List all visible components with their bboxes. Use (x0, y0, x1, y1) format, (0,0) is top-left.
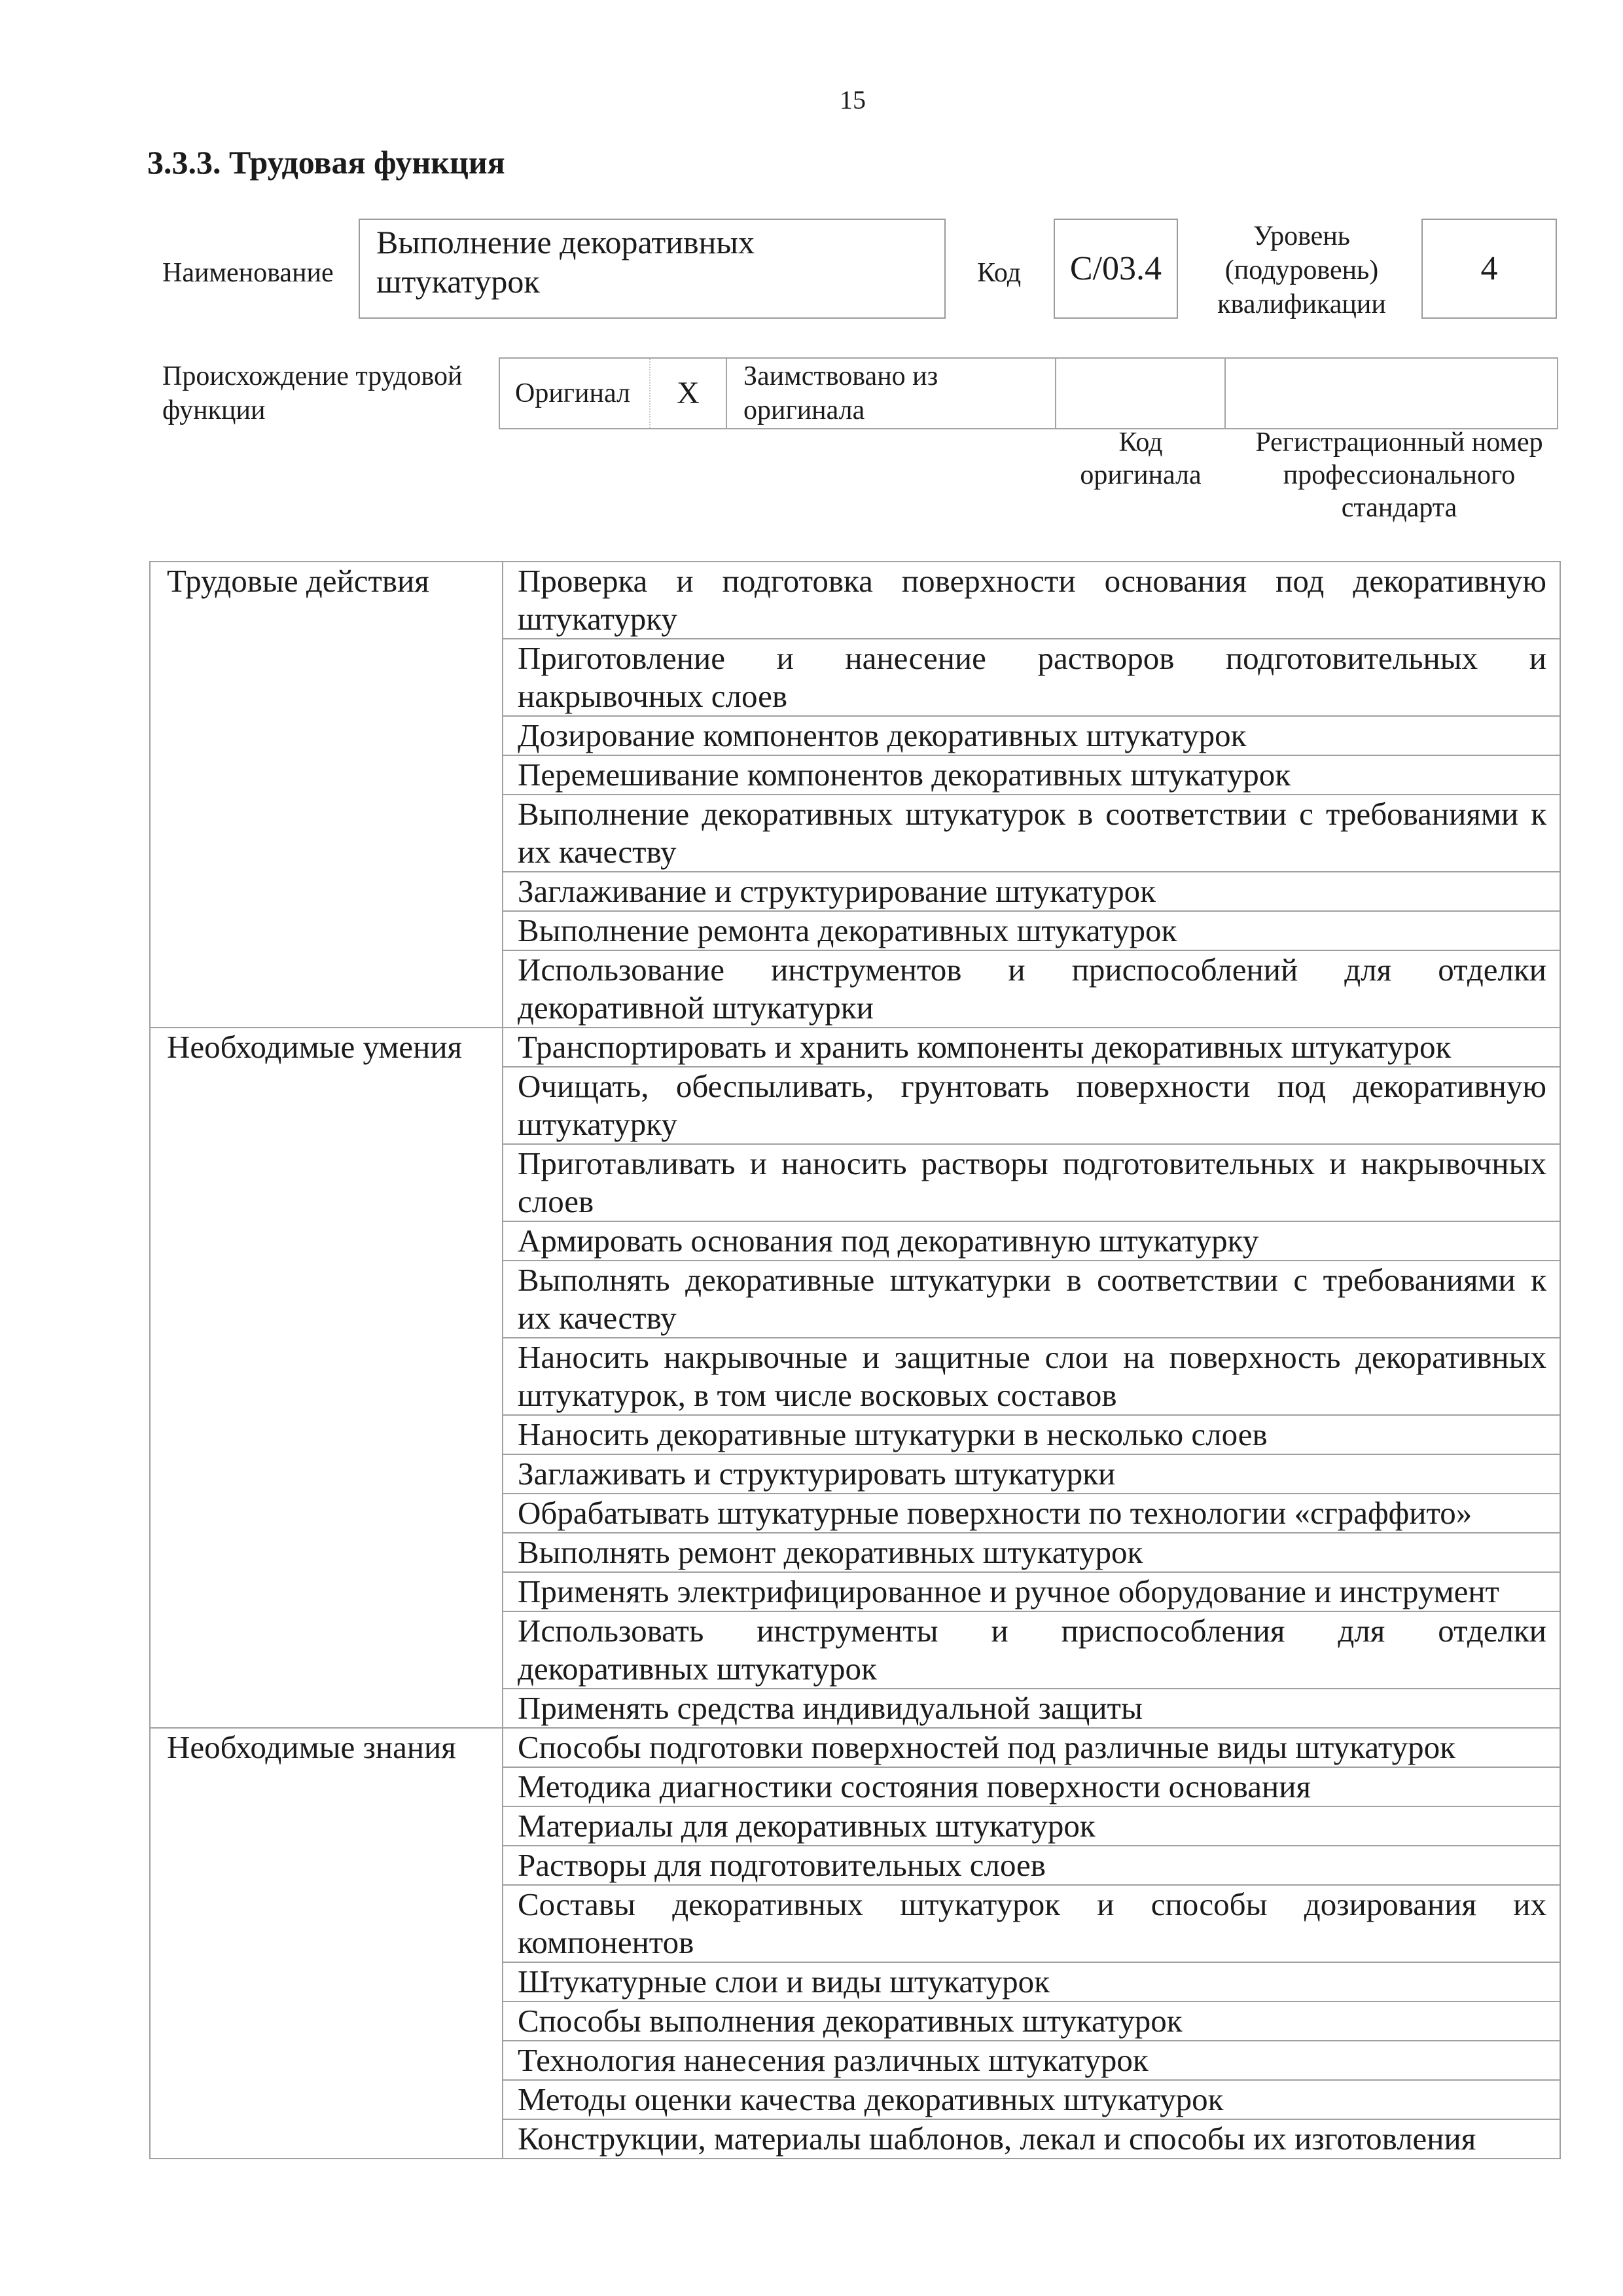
original-label: Оригинал (515, 378, 630, 408)
item-cell (503, 755, 1560, 795)
item-line: Заглаживание и структурирование штукатурок (518, 873, 1156, 909)
item-cell (503, 1767, 1560, 1806)
item-line: Наносить накрывочные и защитные слои на поверхность декоративных (518, 1339, 1546, 1375)
item-cell (503, 2119, 1560, 2159)
item-cell (503, 1261, 1560, 1338)
group-label: Необходимые умения (150, 1028, 503, 1728)
registration-number-caption: Регистрационный номер профессионального стандарта (1255, 427, 1543, 523)
item-cell (503, 1533, 1560, 1572)
origin-row (499, 358, 1558, 429)
item-cell (503, 639, 1560, 716)
item-line: Способы выполнения декоративных штукатурок (518, 2003, 1183, 2039)
item-cell (503, 795, 1560, 872)
item-line: Использовать инструменты и приспособления для отделки (518, 1613, 1546, 1649)
item-line: Методика диагностики состояния поверхности основания (518, 1768, 1311, 1804)
item-line: компонентов (518, 1924, 694, 1960)
item-cell (503, 1806, 1560, 1846)
item-cell (503, 2001, 1560, 2041)
item-line: Методы оценки качества декоративных штукатурок (518, 2081, 1224, 2117)
item-cell (503, 1728, 1560, 1767)
item-line: Применять электрифицированное и ручное оборудование и инструмент (518, 1573, 1499, 1609)
function-name-field (359, 219, 946, 319)
item-line: штукатурку (518, 1106, 677, 1142)
qualification-level: 4 (1480, 250, 1498, 287)
origin-table (499, 357, 1558, 429)
item-cell (503, 1962, 1560, 2001)
item-line: их качеству (518, 1300, 677, 1336)
item-cell (503, 562, 1560, 639)
function-characteristics-table (149, 561, 1561, 2159)
item-cell (503, 1885, 1560, 1962)
name-label: Наименование (162, 258, 334, 288)
table-row (150, 562, 1560, 639)
original-code-caption: Код оригинала (1080, 427, 1202, 490)
item-cell (503, 2080, 1560, 2119)
item-cell (503, 1572, 1560, 1611)
table-row (150, 1728, 1560, 1767)
item-cell (503, 2041, 1560, 2080)
original-mark-cell (650, 358, 726, 429)
item-line: Выполнять ремонт декоративных штукатурок (518, 1534, 1143, 1570)
registration-number-field (1225, 358, 1558, 429)
item-line: Приготовление и нанесение растворов подготовительных и (518, 640, 1546, 676)
item-cell (503, 1846, 1560, 1885)
item-line: Наносить декоративные штукатурки в несколько слоев (518, 1416, 1268, 1452)
group-label: Трудовые действия (150, 562, 503, 1028)
qualification-level-field (1421, 219, 1557, 319)
item-line: штукатурку (518, 601, 677, 637)
item-line: Применять средства индивидуальной защиты (518, 1690, 1143, 1726)
item-cell (503, 716, 1560, 755)
item-line: декоративных штукатурок (518, 1651, 877, 1687)
item-line: накрывочных слоев (518, 678, 787, 714)
function-code: C/03.4 (1069, 250, 1162, 287)
item-cell (503, 1338, 1560, 1415)
item-line: Армировать основания под декоративную штукатурку (518, 1223, 1259, 1259)
item-cell (503, 1454, 1560, 1494)
original-cell (499, 358, 650, 429)
qualification-level-label: Уровень (подуровень) квалификации (1217, 221, 1386, 319)
borrowed-cell (726, 358, 1056, 429)
item-line: Материалы для декоративных штукатурок (518, 1808, 1096, 1844)
item-cell (503, 1415, 1560, 1454)
item-cell (503, 1689, 1560, 1728)
item-line: Приготавливать и наносить растворы подготовительных и накрывочных (518, 1145, 1546, 1181)
group-label: Необходимые знания (150, 1728, 503, 2159)
item-line: Технология нанесения различных штукатурок (518, 2042, 1149, 2078)
item-line: их качеству (518, 834, 677, 870)
item-line: Выполнение ремонта декоративных штукатурок (518, 912, 1177, 948)
item-cell (503, 1028, 1560, 1067)
original-mark: X (677, 376, 700, 410)
item-cell (503, 911, 1560, 950)
item-cell (503, 1221, 1560, 1261)
item-line: Штукатурные слои и виды штукатурок (518, 1964, 1050, 2000)
item-line: Транспортировать и хранить компоненты декоративных штукатурок (518, 1029, 1452, 1065)
borrowed-label: Заимствовано из оригинала (743, 361, 938, 425)
item-cell (503, 872, 1560, 911)
item-cell (503, 950, 1560, 1028)
item-cell (503, 1144, 1560, 1221)
item-cell (503, 1067, 1560, 1144)
page-number: 15 (840, 85, 866, 115)
item-line: Конструкции, материалы шаблонов, лекал и способы их изготовления (518, 2121, 1476, 2157)
item-line: Дозирование компонентов декоративных штукатурок (518, 717, 1247, 753)
table-row (150, 1028, 1560, 1067)
item-line: Растворы для подготовительных слоев (518, 1847, 1046, 1883)
section-heading: 3.3.3. Трудовая функция (147, 144, 505, 181)
item-line: Составы декоративных штукатурок и способы дозирования их (518, 1886, 1546, 1922)
item-line: декоративной штукатурки (518, 990, 874, 1026)
original-code-field (1056, 358, 1225, 429)
code-label: Код (977, 258, 1022, 288)
origin-label: Происхождение трудовой функции (162, 361, 463, 425)
function-name: Выполнение декоративных штукатурок (376, 224, 755, 300)
item-line: Обрабатывать штукатурные поверхности по технологии «сграффито» (518, 1495, 1472, 1531)
item-line: Выполнять декоративные штукатурки в соответствии с требованиями к (518, 1262, 1546, 1298)
item-cell (503, 1494, 1560, 1533)
item-line: Использование инструментов и приспособлений для отделки (518, 952, 1546, 988)
item-line: Очищать, обеспыливать, грунтовать поверхности под декоративную (518, 1068, 1546, 1104)
item-line: штукатурок, в том числе восковых составов (518, 1377, 1117, 1413)
characteristics-body (150, 562, 1560, 2159)
item-line: Перемешивание компонентов декоративных штукатурок (518, 757, 1291, 793)
item-line: Способы подготовки поверхностей под различные виды штукатурок (518, 1729, 1455, 1765)
item-line: Выполнение декоративных штукатурок в соответствии с требованиями к (518, 796, 1546, 832)
item-cell (503, 1611, 1560, 1689)
item-line: Проверка и подготовка поверхности основания под декоративную (518, 563, 1546, 599)
function-code-field (1054, 219, 1178, 319)
item-line: слоев (518, 1183, 594, 1219)
item-line: Заглаживать и структурировать штукатурки (518, 1456, 1116, 1492)
